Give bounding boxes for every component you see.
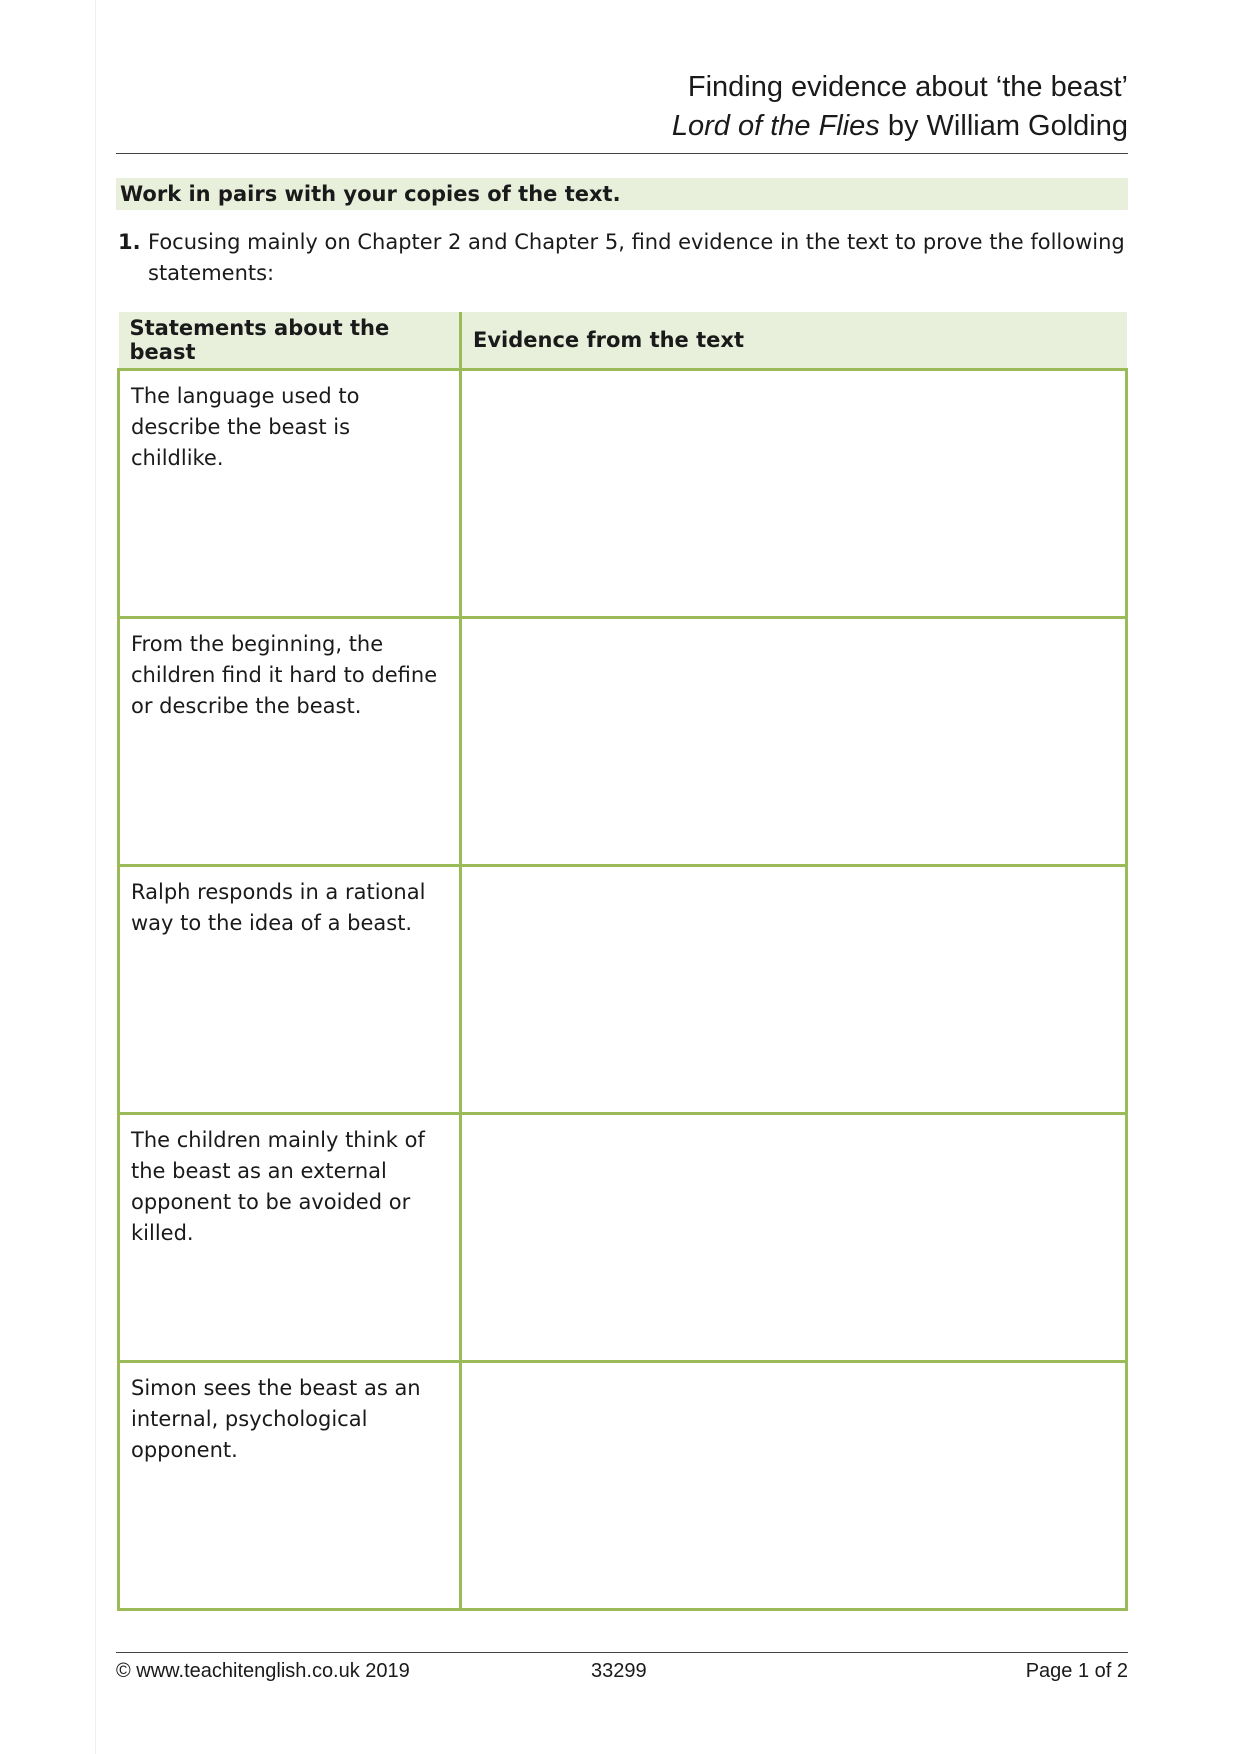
header-divider — [116, 153, 1128, 154]
author-text: by William Golding — [879, 110, 1128, 142]
evidence-cell[interactable] — [461, 866, 1127, 1114]
table-row — [119, 866, 1127, 1114]
worksheet-subtitle — [116, 107, 1128, 146]
evidence-cell[interactable] — [461, 1114, 1127, 1362]
question-number: 1. — [118, 230, 141, 254]
page-number: Page 1 of 2 — [1025, 1660, 1128, 1682]
statement-cell: The children mainly think of the beast as an external opponent to be avoided or killed. — [119, 1114, 461, 1362]
statement-cell: Simon sees the beast as an internal, psychological opponent. — [119, 1362, 461, 1610]
table-header-row — [119, 312, 1127, 370]
page-edge — [95, 0, 96, 1754]
question-text: Focusing mainly on Chapter 2 and Chapter 5, find evidence in the text to prove the following statements: — [148, 230, 1125, 285]
statement-cell: From the beginning, the children find it hard to define or describe the beast. — [119, 618, 461, 866]
column-header-statements: Statements about the beast — [119, 312, 461, 370]
table-row — [119, 1362, 1127, 1610]
statement-cell: Ralph responds in a rational way to the idea of a beast. — [119, 866, 461, 1114]
question-1 — [118, 227, 1128, 289]
instruction-banner: Work in pairs with your copies of the text. — [116, 178, 1128, 210]
book-title: Lord of the Flies — [671, 110, 880, 142]
evidence-table — [117, 312, 1128, 1611]
page-header — [116, 68, 1128, 146]
column-header-evidence: Evidence from the text — [461, 312, 1127, 370]
table-row — [119, 370, 1127, 618]
evidence-cell[interactable] — [461, 618, 1127, 866]
footer-divider — [116, 1652, 1128, 1653]
worksheet-title: Finding evidence about ‘the beast’ — [687, 71, 1128, 103]
page-footer — [116, 1657, 1128, 1685]
statement-cell: The language used to describe the beast is childlike. — [119, 370, 461, 618]
table-row — [119, 1114, 1127, 1362]
copyright-text: © www.teachitenglish.co.uk 2019 — [116, 1660, 410, 1682]
evidence-cell[interactable] — [461, 1362, 1127, 1610]
table-row — [119, 618, 1127, 866]
resource-code: 33299 — [591, 1660, 647, 1682]
evidence-cell[interactable] — [461, 370, 1127, 618]
